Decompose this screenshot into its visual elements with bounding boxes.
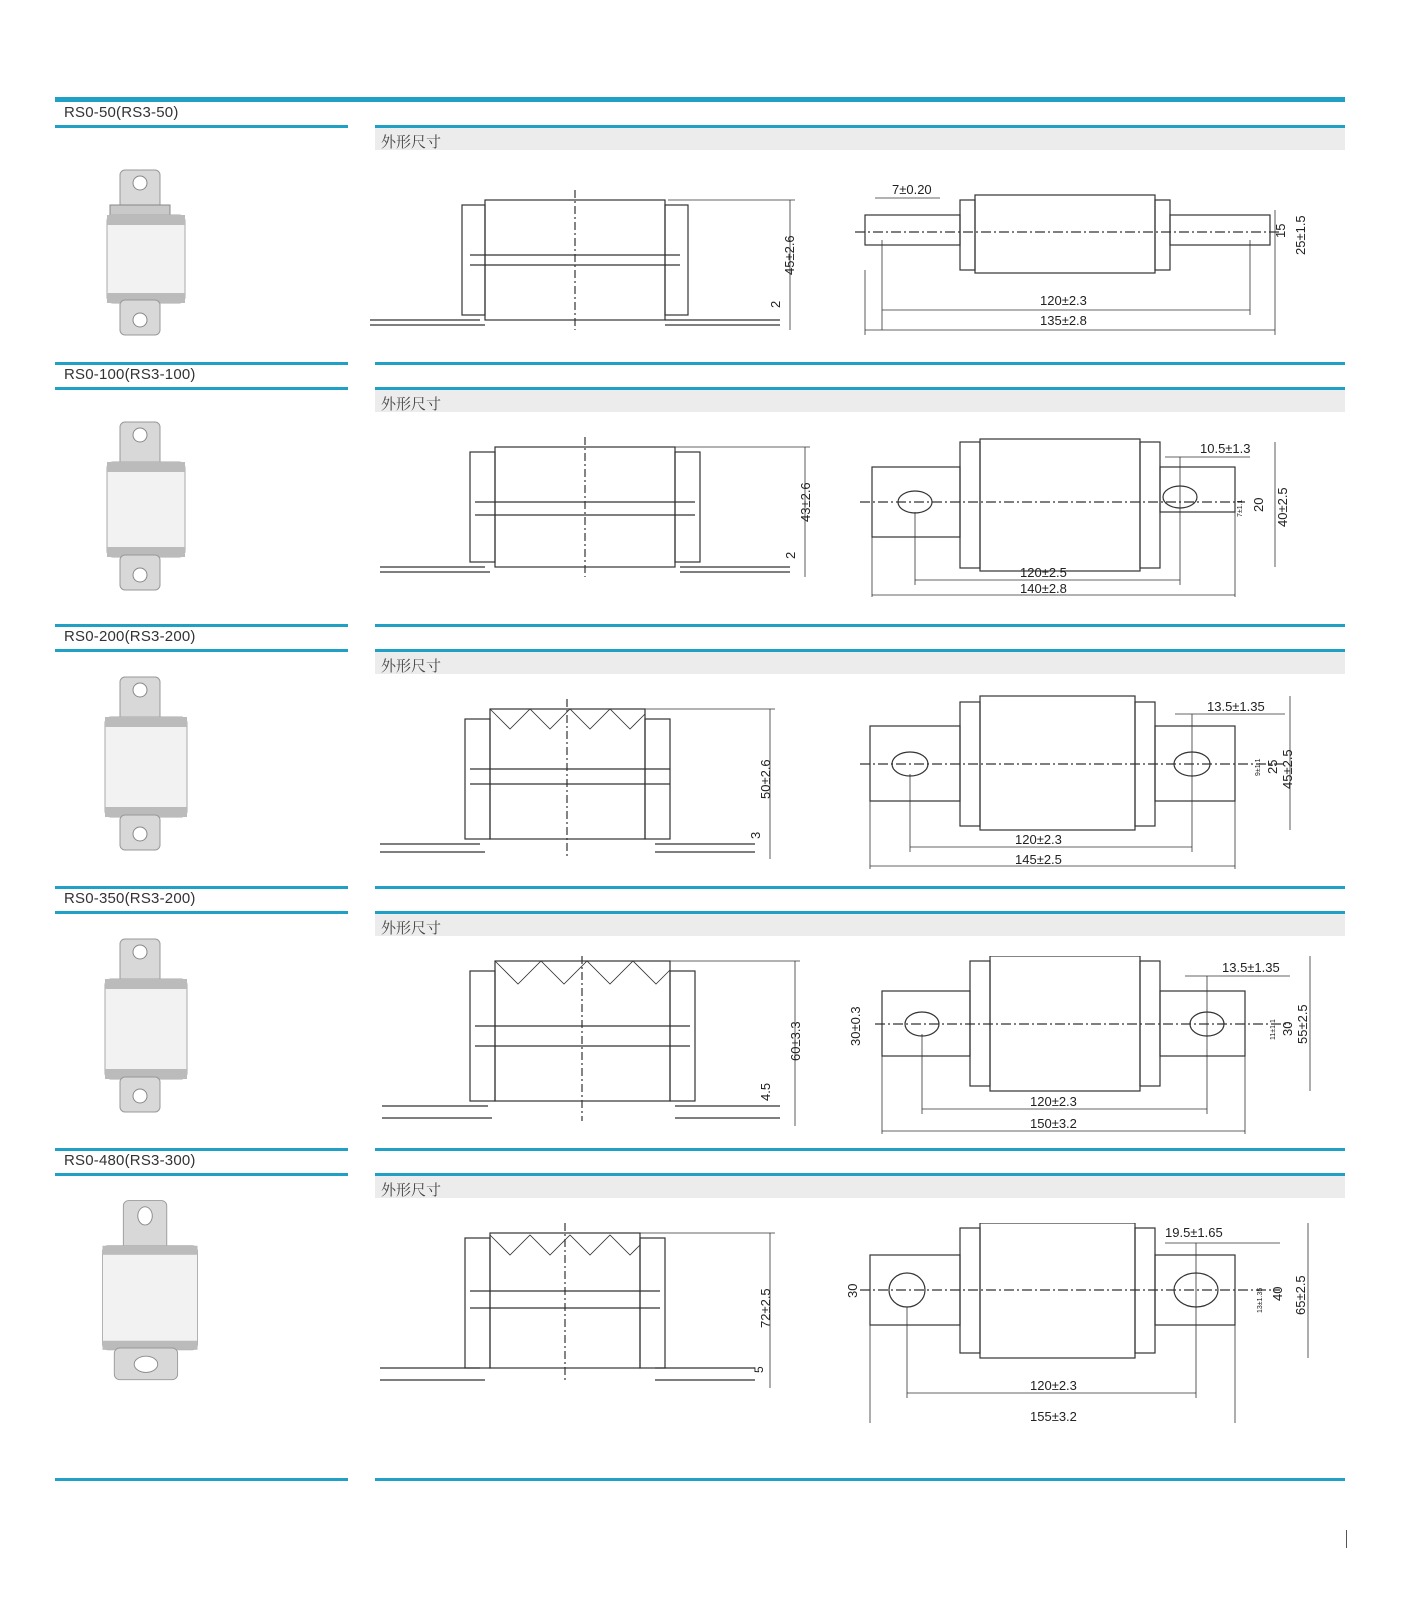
dim-bar bbox=[375, 390, 1345, 412]
dim-rule bbox=[375, 362, 1345, 365]
model-rule bbox=[55, 911, 348, 914]
model-rule bbox=[55, 624, 348, 627]
top-slot-label: 30 bbox=[1280, 1021, 1295, 1036]
top-slot-small-label: 13±1.35 bbox=[1257, 1287, 1264, 1313]
dimension-drawing bbox=[370, 437, 1350, 637]
bottom-rule-left bbox=[55, 1478, 348, 1481]
top-slot-small-label: 7±1.1 bbox=[1237, 499, 1244, 517]
top-slot-label: 15 bbox=[1273, 223, 1288, 238]
dim-bar bbox=[375, 1176, 1345, 1198]
top-slot-small-label: 9±1.1 bbox=[1255, 758, 1262, 776]
fuse-section-rs0-480 bbox=[0, 1148, 1407, 1423]
model-label: RS0-50(RS3-50) bbox=[64, 104, 179, 121]
side-height-label: 43±2.6 bbox=[798, 482, 813, 522]
bottom-rule-right bbox=[375, 1478, 1345, 1481]
fuse-photo bbox=[85, 1196, 225, 1386]
top-width-label: 55±2.5 bbox=[1295, 1004, 1310, 1044]
dimension-drawing bbox=[370, 694, 1350, 894]
top-view bbox=[860, 696, 1290, 869]
dim-title: 外形尺寸 bbox=[381, 133, 442, 151]
top-tab-label: 13.5±1.35 bbox=[1207, 699, 1265, 714]
side-base-label: 2 bbox=[768, 300, 783, 308]
top-width-label: 25±1.5 bbox=[1293, 215, 1308, 255]
side-view bbox=[380, 1223, 775, 1388]
top-inner-label: 120±2.3 bbox=[1030, 1094, 1077, 1109]
side-base-label: 2 bbox=[783, 551, 798, 559]
dim-rule bbox=[375, 624, 1345, 627]
dim-rule bbox=[375, 1148, 1345, 1151]
top-width-label: 45±2.5 bbox=[1280, 749, 1295, 789]
top-slot-label: 40 bbox=[1270, 1286, 1285, 1301]
model-rule bbox=[55, 1173, 348, 1176]
model-label: RS0-100(RS3-100) bbox=[64, 366, 196, 383]
top-view bbox=[875, 956, 1310, 1134]
top-overall-label: 140±2.8 bbox=[1020, 581, 1067, 596]
fuse-photo bbox=[85, 417, 215, 607]
top-left-label: 30 bbox=[845, 1283, 860, 1298]
side-base-label: 3 bbox=[748, 831, 763, 839]
side-base-label: 4.5 bbox=[758, 1082, 773, 1101]
side-view bbox=[380, 699, 775, 859]
top-tab-label: 7±0.20 bbox=[892, 182, 932, 197]
top-inner-label: 120±2.3 bbox=[1030, 1378, 1077, 1393]
top-overall-label: 145±2.5 bbox=[1015, 852, 1062, 867]
top-tab-label: 19.5±1.65 bbox=[1165, 1225, 1223, 1240]
top-inner-label: 120±2.5 bbox=[1020, 565, 1067, 580]
dim-title: 外形尺寸 bbox=[381, 657, 442, 675]
dimension-drawing bbox=[370, 956, 1350, 1156]
dim-bar bbox=[375, 914, 1345, 936]
fuse-photo bbox=[85, 165, 215, 355]
side-view bbox=[370, 190, 795, 330]
side-height-label: 45±2.6 bbox=[782, 235, 797, 275]
side-view bbox=[380, 437, 810, 577]
dim-title: 外形尺寸 bbox=[381, 1181, 442, 1199]
model-rule bbox=[55, 125, 348, 128]
model-rule bbox=[55, 1148, 348, 1151]
dimension-drawing bbox=[370, 180, 1350, 380]
model-label: RS0-480(RS3-300) bbox=[64, 1152, 196, 1169]
side-height-label: 72±2.5 bbox=[758, 1288, 773, 1328]
top-left-label: 30±0.3 bbox=[848, 1006, 863, 1046]
top-overall-label: 135±2.8 bbox=[1040, 313, 1087, 328]
top-width-label: 40±2.5 bbox=[1275, 487, 1290, 527]
model-rule bbox=[55, 362, 348, 365]
side-base-label: 5 bbox=[752, 1366, 766, 1373]
side-view bbox=[382, 956, 800, 1126]
top-inner-label: 120±2.3 bbox=[1015, 832, 1062, 847]
fuse-section-rs0-50 bbox=[0, 100, 1407, 362]
top-slot-label: 25 bbox=[1265, 759, 1280, 774]
top-width-label: 65±2.5 bbox=[1293, 1275, 1308, 1315]
fuse-photo bbox=[85, 934, 215, 1124]
dim-bar bbox=[375, 652, 1345, 674]
top-overall-label: 155±3.2 bbox=[1030, 1409, 1077, 1423]
dim-rule bbox=[375, 886, 1345, 889]
top-slot-small-label: 11±1.1 bbox=[1270, 1019, 1277, 1040]
top-slot-label: 20 bbox=[1251, 497, 1266, 512]
side-height-label: 60±3.3 bbox=[788, 1021, 803, 1061]
top-tab-label: 10.5±1.3 bbox=[1200, 441, 1251, 456]
dim-title: 外形尺寸 bbox=[381, 919, 442, 937]
dim-title: 外形尺寸 bbox=[381, 395, 442, 413]
top-view bbox=[860, 1223, 1308, 1423]
top-tab-label: 13.5±1.35 bbox=[1222, 960, 1280, 975]
fuse-section-rs0-350 bbox=[0, 886, 1407, 1148]
model-rule bbox=[55, 649, 348, 652]
top-overall-label: 150±3.2 bbox=[1030, 1116, 1077, 1131]
model-rule bbox=[55, 387, 348, 390]
page-mark bbox=[1346, 1530, 1347, 1548]
fuse-photo bbox=[85, 672, 215, 862]
top-inner-label: 120±2.3 bbox=[1040, 293, 1087, 308]
top-view bbox=[860, 439, 1275, 597]
model-rule bbox=[55, 886, 348, 889]
fuse-section-rs0-100 bbox=[0, 362, 1407, 624]
fuse-section-rs0-200 bbox=[0, 624, 1407, 886]
dimension-drawing bbox=[370, 1223, 1350, 1423]
model-label: RS0-200(RS3-200) bbox=[64, 628, 196, 645]
dim-bar bbox=[375, 128, 1345, 150]
side-height-label: 50±2.6 bbox=[758, 759, 773, 799]
model-label: RS0-350(RS3-200) bbox=[64, 890, 196, 907]
